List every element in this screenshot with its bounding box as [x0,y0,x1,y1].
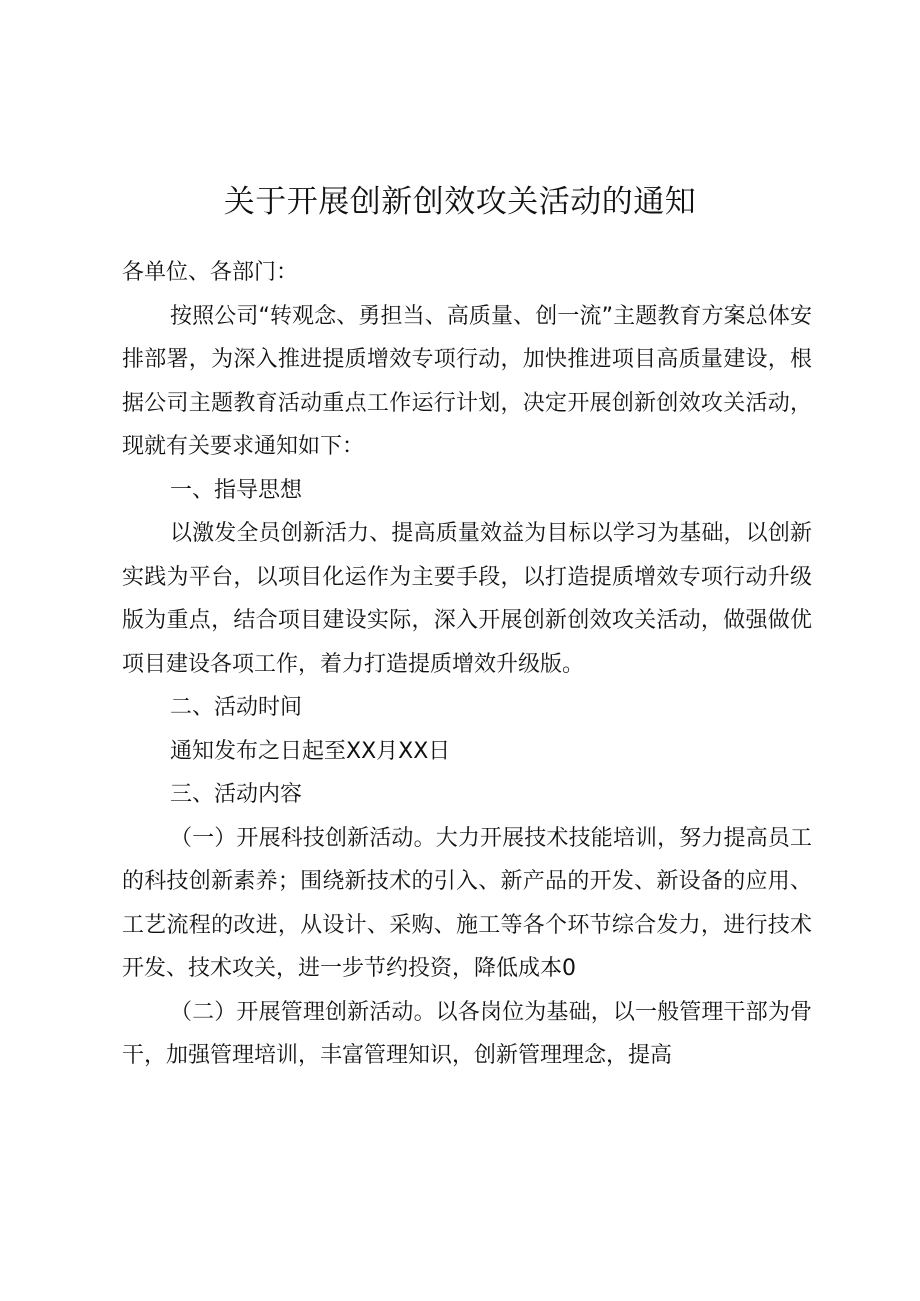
tech-innovation-paragraph: （一）开展科技创新活动。大力开展技术技能培训，努力提高员工的科技创新素养；围绕新技术的引入、新产品的开发、新设备的应用、工艺流程的改进，从设计、采购、施工等各个环节综合发力，进行技术开发、技术攻关，进一步节约投资，降低成本0 [122,825,812,981]
section-heading-activity-content: 三、活动内容 [170,782,303,807]
management-innovation-paragraph: （二）开展管理创新活动。以各岗位为基础，以一般管理干部为骨干，加强管理培训，丰富管理知识，创新管理理念，提高 [122,999,812,1068]
intro-paragraph: 按照公司“转观念、勇担当、高质量、创一流”主题教育方案总体安排部署，为深入推进提质增效专项行动，加快推进项目高质量建设，根据公司主题教育活动重点工作运行计划，决定开展创新创效攻关活动，现就有关要求通知如下： [122,303,812,459]
guiding-ideology-paragraph: 以激发全员创新活力、提高质量效益为目标以学习为基础，以创新实践为平台，以项目化运作为主要手段，以打造提质增效专项行动升级版为重点，结合项目建设实际，深入开展创新创效攻关活动，做强做优项目建设各项工作，着力打造提质增效升级版。 [122,521,812,677]
section-heading-activity-time: 二、活动时间 [170,695,303,720]
document-title: 关于开展创新创效攻关活动的通知 [223,183,697,220]
section-heading-guiding-ideology: 一、指导思想 [170,477,303,503]
document-body [122,251,812,1078]
salutation: 各单位、各部门： [122,260,299,285]
activity-time-paragraph: 通知发布之日起至XX月XX日 [170,738,451,764]
